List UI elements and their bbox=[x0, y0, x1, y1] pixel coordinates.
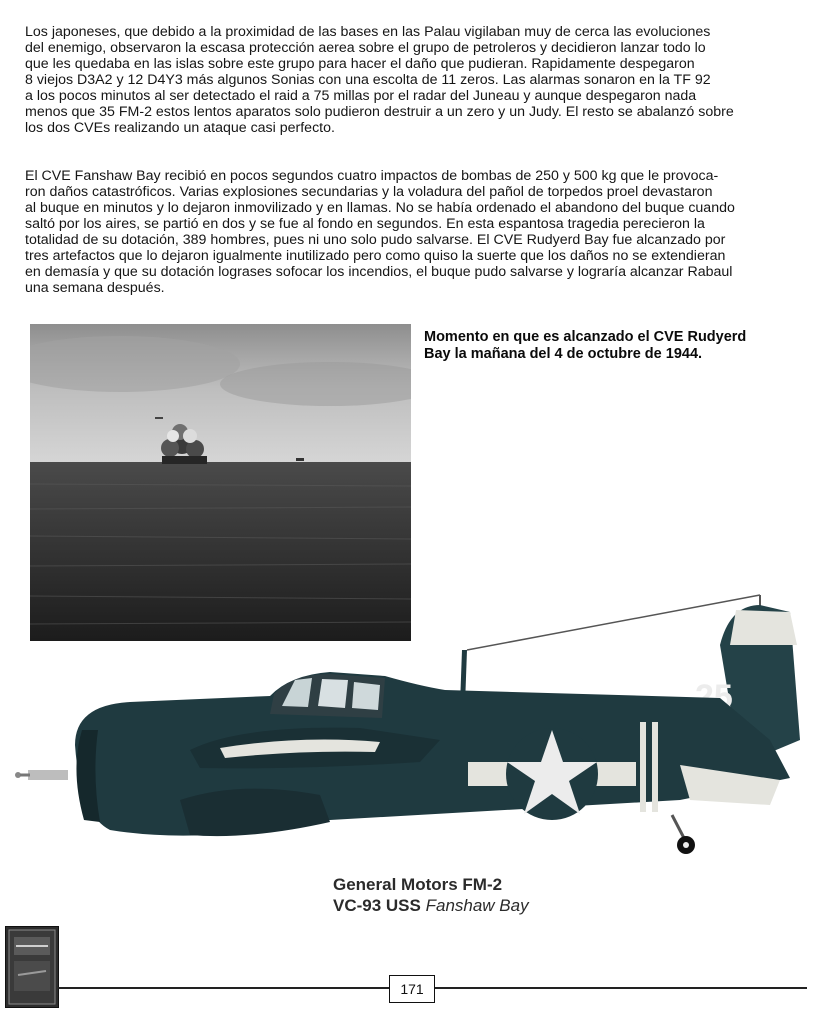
fm2-wildcat-illustration bbox=[0, 590, 821, 880]
aircraft-squadron: VC-93 USS bbox=[333, 896, 421, 915]
photo-caption: Momento en que es alcanzado el CVE Rudyerd Bay la mañana del 4 de octubre de 1944. bbox=[424, 329, 747, 362]
aircraft-title: General Motors FM-2 bbox=[333, 875, 503, 894]
aircraft-ship: Fanshaw Bay bbox=[425, 896, 529, 915]
body-paragraph-1: Los japoneses, que debido a la proximidad de las bases en las Palau vigilaban muy de cerca las evoluciones del enemigo, observaron la escasa protección aerea sobre el grupo de petroleros y decidieron lanzar todo lo que les quedaba en las islas sobre este grupo para hacer el daño que pudieran. Rapidamente despegaron 8 viejos D3A2 y 12 D4Y3 más algunos Sonias con una escolta de 11 zeros. Las alarmas sonaron en la TF 92 a los pocos minutos al ser detectado el raid a 75 millas por el radar del Juneau y aunque despegaron nada menos que 35 FM-2 estos lentos aparatos solo pudieron destruir a un zero y un Judy. El resto se abalanzó sobre los dos CVEs realizando un ataque casi perfecto. bbox=[25, 24, 734, 136]
footer-rule-right bbox=[435, 987, 807, 989]
tail-number: 25 bbox=[695, 678, 733, 716]
footer-rule-left bbox=[58, 987, 389, 989]
body-paragraph-2: El CVE Fanshaw Bay recibió en pocos segundos cuatro impactos de bombas de 250 y 500 kg que le provoca- ron daños catastróficos. Varias explosiones secundarias y la voladura del pañol de torpedos proel devastaron al buque en minutos y lo dejaron inmovilizado y en llamas. No se había ordenado el abandono del buque cuando saltó por los aires, se partió en dos y se fue al fondo en segundos. En esta espantosa tragedia perecieron la totalidad de su dotación, 389 hombres, pues ni uno solo pudo salvarse. El CVE Rudyerd Bay fue alcanzado por tres artefactos que lo dejaron igualmente inutilizado pero como quiso la suerte que los daños no se extendieran en demasía y que su dotación lograses sofocar los incendios, el buque pudo salvarse y lograría alcanzar Rabaul una semana después. bbox=[25, 168, 735, 296]
aircraft-subtitle bbox=[333, 895, 529, 916]
book-cover-thumbnail bbox=[5, 926, 59, 1008]
page-number: 171 bbox=[389, 975, 435, 1003]
